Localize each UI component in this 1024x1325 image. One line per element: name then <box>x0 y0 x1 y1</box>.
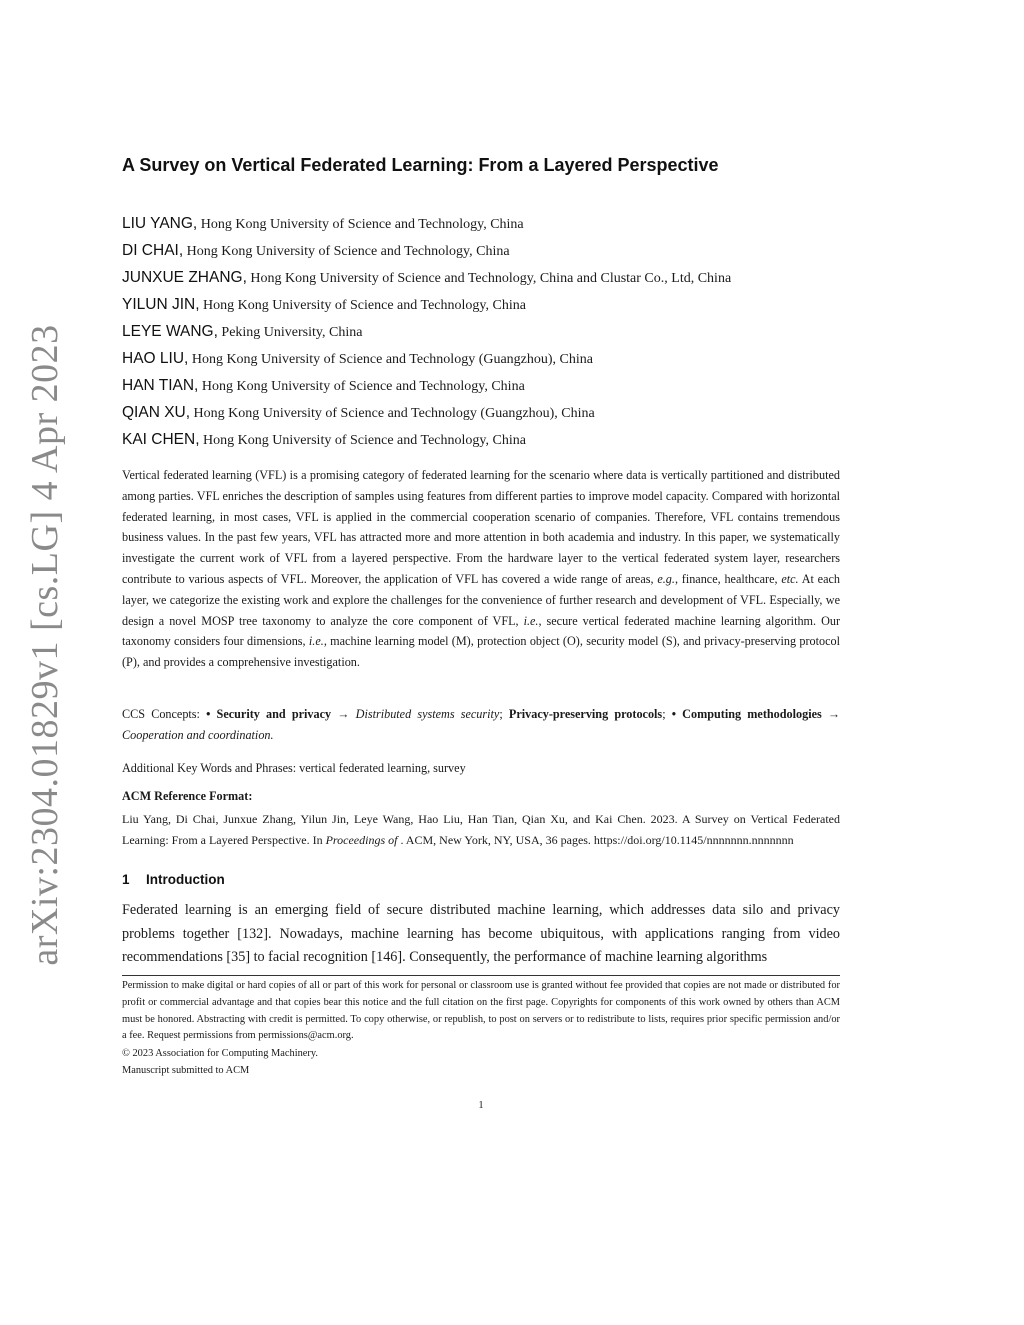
section-heading-introduction: 1 Introduction <box>122 872 225 887</box>
author-affiliation: Peking University, China <box>221 325 363 340</box>
author-name: LEYE WANG, <box>122 323 218 340</box>
ccs-concepts: CCS Concepts: • Security and privacy → Distributed systems security; Privacy-preserving protocols; • Computing methodologies → Cooperation and coordination. <box>122 707 841 742</box>
author-name: KAI CHEN, <box>122 431 200 448</box>
author-entry <box>122 240 840 267</box>
manuscript-note: Manuscript submitted to ACM <box>122 1065 250 1076</box>
author-name: DI CHAI, <box>122 242 184 259</box>
author-entry <box>122 402 840 429</box>
abstract: Vertical federated learning (VFL) is a promising category of federated learning for the scenario where data is vertically partitioned and distributed among parties. VFL enriches the description of samples using features from different parties to improve model capacity. Compared with horizontal federated learning, in most cases, VFL is applied in the commercial cooperation scenario of companies. Therefore, VFL contains tremendous business values. In the past few years, VFL has attracted more and more attention in both academia and industry. In this paper, we systematically investigate the current work of VFL from a layered perspective. From the hardware layer to the vertical federated system layer, researchers contribute to various aspects of VFL. Moreover, the application of VFL has covered a wide range of areas, e.g., finance, healthcare, etc. At each layer, we categorize the existing work and explore the challenges for the convenience of further research and development of VFL. Especially, we design a novel MOSP tree taxonomy to analyze the core component of VFL, i.e., secure vertical federated machine learning algorithm. Our taxonomy considers four dimensions, i.e., machine learning model (M), protection object (O), security model (S), and privacy-preserving protocol (P), and provides a comprehensive investigation. <box>122 468 841 670</box>
author-entry <box>122 267 840 294</box>
author-name: HAO LIU, <box>122 350 189 367</box>
author-name: HAN TIAN, <box>122 377 199 394</box>
arxiv-identifier-stamp: arXiv:2304.01829v1 [cs.LG] 4 Apr 2023 <box>24 324 66 966</box>
introduction-paragraph: Federated learning is an emerging field of secure distributed machine learning, which addresses data silo and privacy problems together [132]. Nowadays, machine learning has become ubiquitous, with applications ranging from video recommendations [35] to facial recognition [146]. Consequently, the performance of machine learning algorithms <box>122 902 840 965</box>
author-entry <box>122 375 840 402</box>
additional-keywords: Additional Key Words and Phrases: vertical federated learning, survey <box>122 761 466 775</box>
author-entry <box>122 321 840 348</box>
author-list <box>122 213 840 456</box>
author-affiliation: Hong Kong University of Science and Technology (Guangzhou), China <box>191 352 594 367</box>
author-affiliation: Hong Kong University of Science and Technology, China <box>203 433 526 448</box>
author-affiliation: Hong Kong University of Science and Technology, China <box>203 298 526 313</box>
page-number: 1 <box>478 1100 484 1111</box>
author-name: YILUN JIN, <box>122 296 200 313</box>
author-entry <box>122 429 840 456</box>
copyright-notice: © 2023 Association for Computing Machinery. <box>122 1048 318 1059</box>
author-entry <box>122 348 840 375</box>
author-name: JUNXUE ZHANG, <box>122 269 247 286</box>
author-name: QIAN XU, <box>122 404 191 421</box>
author-entry <box>122 213 840 240</box>
paper-title: A Survey on Vertical Federated Learning: From a Layered Perspective <box>122 155 719 175</box>
author-affiliation: Hong Kong University of Science and Technology, China and Clustar Co., Ltd, China <box>250 271 732 286</box>
author-affiliation: Hong Kong University of Science and Technology, China <box>186 244 510 259</box>
author-entry <box>122 294 840 321</box>
footnote-divider <box>122 975 840 976</box>
author-affiliation: Hong Kong University of Science and Technology (Guangzhou), China <box>193 406 595 421</box>
acm-reference-heading: ACM Reference Format: <box>122 789 253 803</box>
author-affiliation: Hong Kong University of Science and Technology, China <box>201 379 525 394</box>
permission-notice: Permission to make digital or hard copies of all or part of this work for personal or classroom use is granted without fee provided that copies are not made or distributed for profit or commercial advantage and that copies bear this notice and the full citation on the first page. Copyrights for components of this work owned by others than ACM must be honored. Abstracting with credit is permitted. To copy otherwise, or republish, to post on servers or to redistribute to lists, requires prior specific permission and/or a fee. Request permissions from permissions@acm.org. <box>122 980 840 1042</box>
author-affiliation: Hong Kong University of Science and Technology, China <box>200 217 524 232</box>
author-name: LIU YANG, <box>122 215 198 232</box>
acm-reference-text: Liu Yang, Di Chai, Junxue Zhang, Yilun Jin, Leye Wang, Hao Liu, Han Tian, Qian Xu, and Kai Chen. 2023. A Survey on Vertical Federated Learning: From a Layered Perspective. In Proceedings of . ACM, New York, NY, USA, 36 pages. https://doi.org/10.1145/nnnnnnn.nnnnnnn <box>122 812 840 847</box>
